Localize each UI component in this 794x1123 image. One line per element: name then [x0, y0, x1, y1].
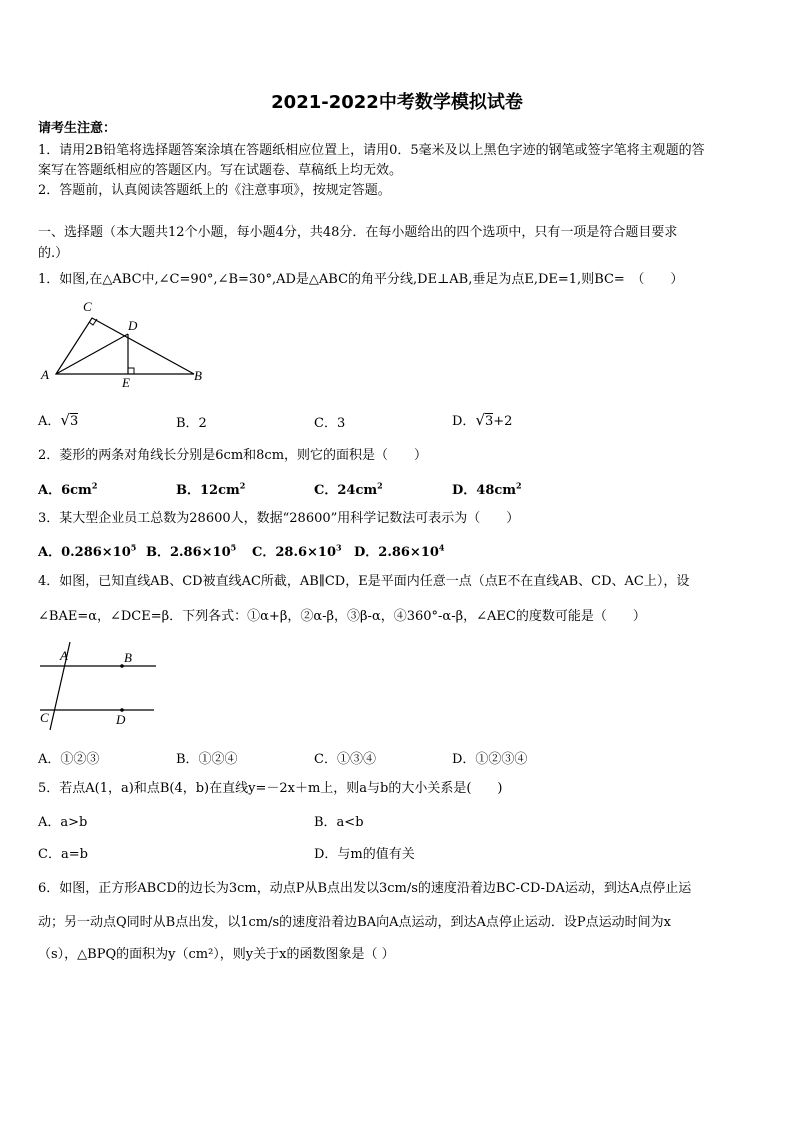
- q5-option-b: B．a<b: [314, 815, 364, 830]
- q1-option-b: B．2: [176, 416, 207, 431]
- q6-stem-2: 动；另一动点Q同时从B点出发，以1cm/s的速度沿着边BA向A点运动，到达A点停止运动．设P点运动时间为x: [38, 915, 671, 930]
- notice-line-2: 2．答题前，认真阅读答题纸上的《注意事项》，按规定答题。: [38, 183, 391, 198]
- right-angle-e: [128, 368, 134, 374]
- q2-stem: 2．菱形的两条对角线长分别是6cm和8cm，则它的面积是（ ）: [38, 448, 428, 463]
- q2-option-a: A．$6cm^2$: [38, 480, 98, 498]
- section-heading-1: 一、选择题（本大题共12个小题，每小题4分，共48分．在每小题给出的四个选项中，只有一项是符合题目要求: [38, 225, 678, 240]
- label-a: A: [41, 367, 49, 382]
- q2-option-d: D．$48cm^2$: [452, 480, 522, 498]
- q3-stem: 3．某大型企业员工总数为28600人，数据“28600”用科学记数法可表示为（ ）: [38, 511, 520, 526]
- q3-option-a: A．$0.286\times 10^5$: [38, 542, 137, 560]
- notice-line-1b: 案写在答题纸相应的答题区内。写在试题卷、草稿纸上均无效。: [38, 163, 403, 178]
- q3-option-c: C．$28.6\times 10^3$: [252, 542, 342, 560]
- q4-option-c: C．①③④: [314, 752, 376, 767]
- q6-stem-1: 6．如图，正方形ABCD的边长为3cm，动点P从B点出发以3cm/s的速度沿着边BC-CD-DA运动，到达A点停止运: [38, 881, 692, 896]
- label-e: E: [122, 375, 130, 390]
- q5-option-c: C．a=b: [38, 847, 88, 862]
- label-c: C: [83, 299, 92, 314]
- segment-ad: [56, 334, 128, 374]
- q2-option-b: B．$12cm^2$: [176, 480, 246, 498]
- triangle-abc: [56, 318, 194, 374]
- q5-option-a: A．a>b: [38, 815, 88, 830]
- q5-option-d: D．与m的值有关: [314, 847, 415, 862]
- q3-option-d: D．$2.86\times 10^4$: [354, 542, 445, 560]
- q1-triangle-figure: [36, 294, 216, 390]
- q5-stem: 5．若点A(1，a)和点B(4，b)在直线y=－2x＋m上，则a与b的大小关系是( ): [38, 781, 503, 796]
- q1-stem: 1．如图,在△ABC中,∠C=90°,∠B=30°,AD是△ABC的角平分线,DE⊥AB,垂足为点E,DE=1,则BC= （ ）: [38, 272, 684, 287]
- notice-heading: 请考生注意：: [38, 121, 117, 136]
- section-heading-2: 的.）: [38, 246, 69, 261]
- page-title: 2021-2022中考数学模拟试卷: [271, 92, 523, 113]
- label-b: B: [194, 368, 202, 383]
- label-d: D: [116, 712, 126, 727]
- notice-line-1a: 1．请用2B铅笔将选择题答案涂填在答题纸相应位置上，请用0．5毫米及以上黑色字迹的钢笔或签字笔将主观题的答: [38, 143, 705, 158]
- label-c: C: [40, 710, 49, 725]
- label-a: A: [60, 648, 68, 663]
- q4-stem-1: 4．如图，已知直线AB、CD被直线AC所截，AB∥CD，E是平面内任意一点（点E不在直线AB、CD、AC上），设: [38, 574, 690, 589]
- q4-option-d: D．①②③④: [452, 752, 528, 767]
- q1-option-c: C．3: [314, 416, 346, 431]
- q6-stem-3: （s），△BPQ的面积为y（cm²），则y关于x的函数图象是（ ）: [38, 947, 395, 962]
- q4-stem-2: ∠BAE=α，∠DCE=β．下列各式：①α+β，②α-β，③β-α，④360°-α-β，∠AEC的度数可能是（ ）: [38, 609, 646, 624]
- q2-option-c: C．$24cm^2$: [314, 480, 383, 498]
- q4-parallel-lines-figure: [36, 640, 162, 732]
- label-b: B: [124, 650, 132, 665]
- q4-option-a: A．①②③: [38, 752, 100, 767]
- label-d: D: [128, 318, 138, 333]
- q4-option-b: B．①②④: [176, 752, 238, 767]
- q3-option-b: B．$2.86\times 10^5$: [146, 542, 237, 560]
- q1-option-a: A．√3: [38, 411, 79, 429]
- q1-option-d: D．√3+2: [452, 411, 513, 429]
